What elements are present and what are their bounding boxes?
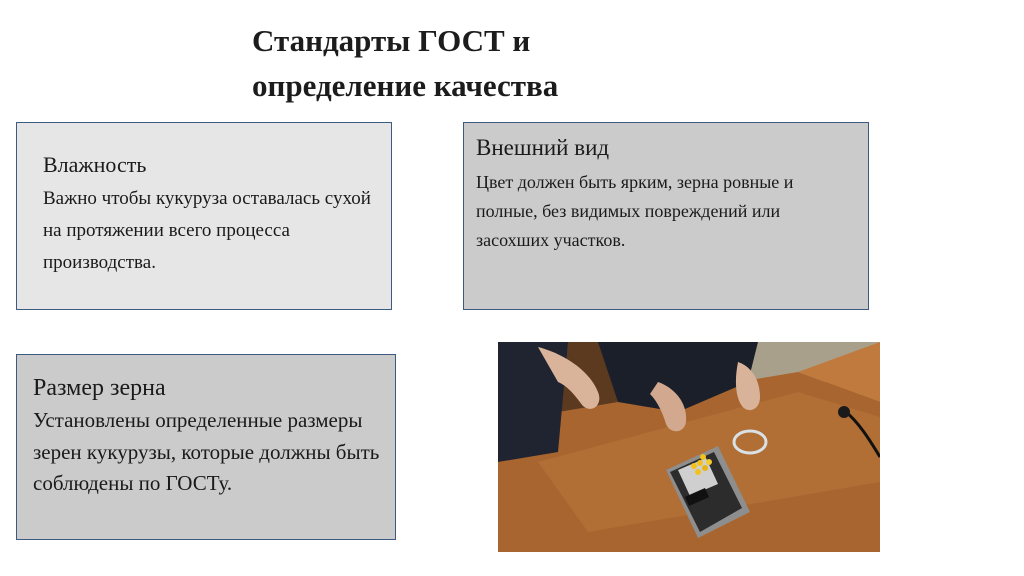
appearance-text: Цвет должен быть ярким, зерна ровные и полные, без видимых повреждений или засохших участков.: [476, 172, 794, 250]
grain-size-card: [16, 354, 396, 540]
appearance-heading: Внешний вид: [476, 135, 610, 160]
grain-size-text: Установлены определенные размеры зерен кукурузы, которые должны быть соблюдены по ГОСТу.: [33, 408, 380, 495]
slide-title: Стандарты ГОСТ и определение качества: [252, 23, 559, 103]
appearance-card: [463, 122, 869, 310]
corn-weighing-photo: [498, 342, 880, 552]
moisture-text: Важно чтобы кукуруза оставалась сухой на протяжении всего процесса производства.: [43, 188, 371, 273]
photo-illustration: [498, 342, 880, 552]
moisture-heading: Влажность: [43, 152, 147, 177]
grain-size-heading: Размер зерна: [33, 375, 166, 401]
plug: [838, 406, 850, 418]
moisture-card: [16, 122, 392, 310]
